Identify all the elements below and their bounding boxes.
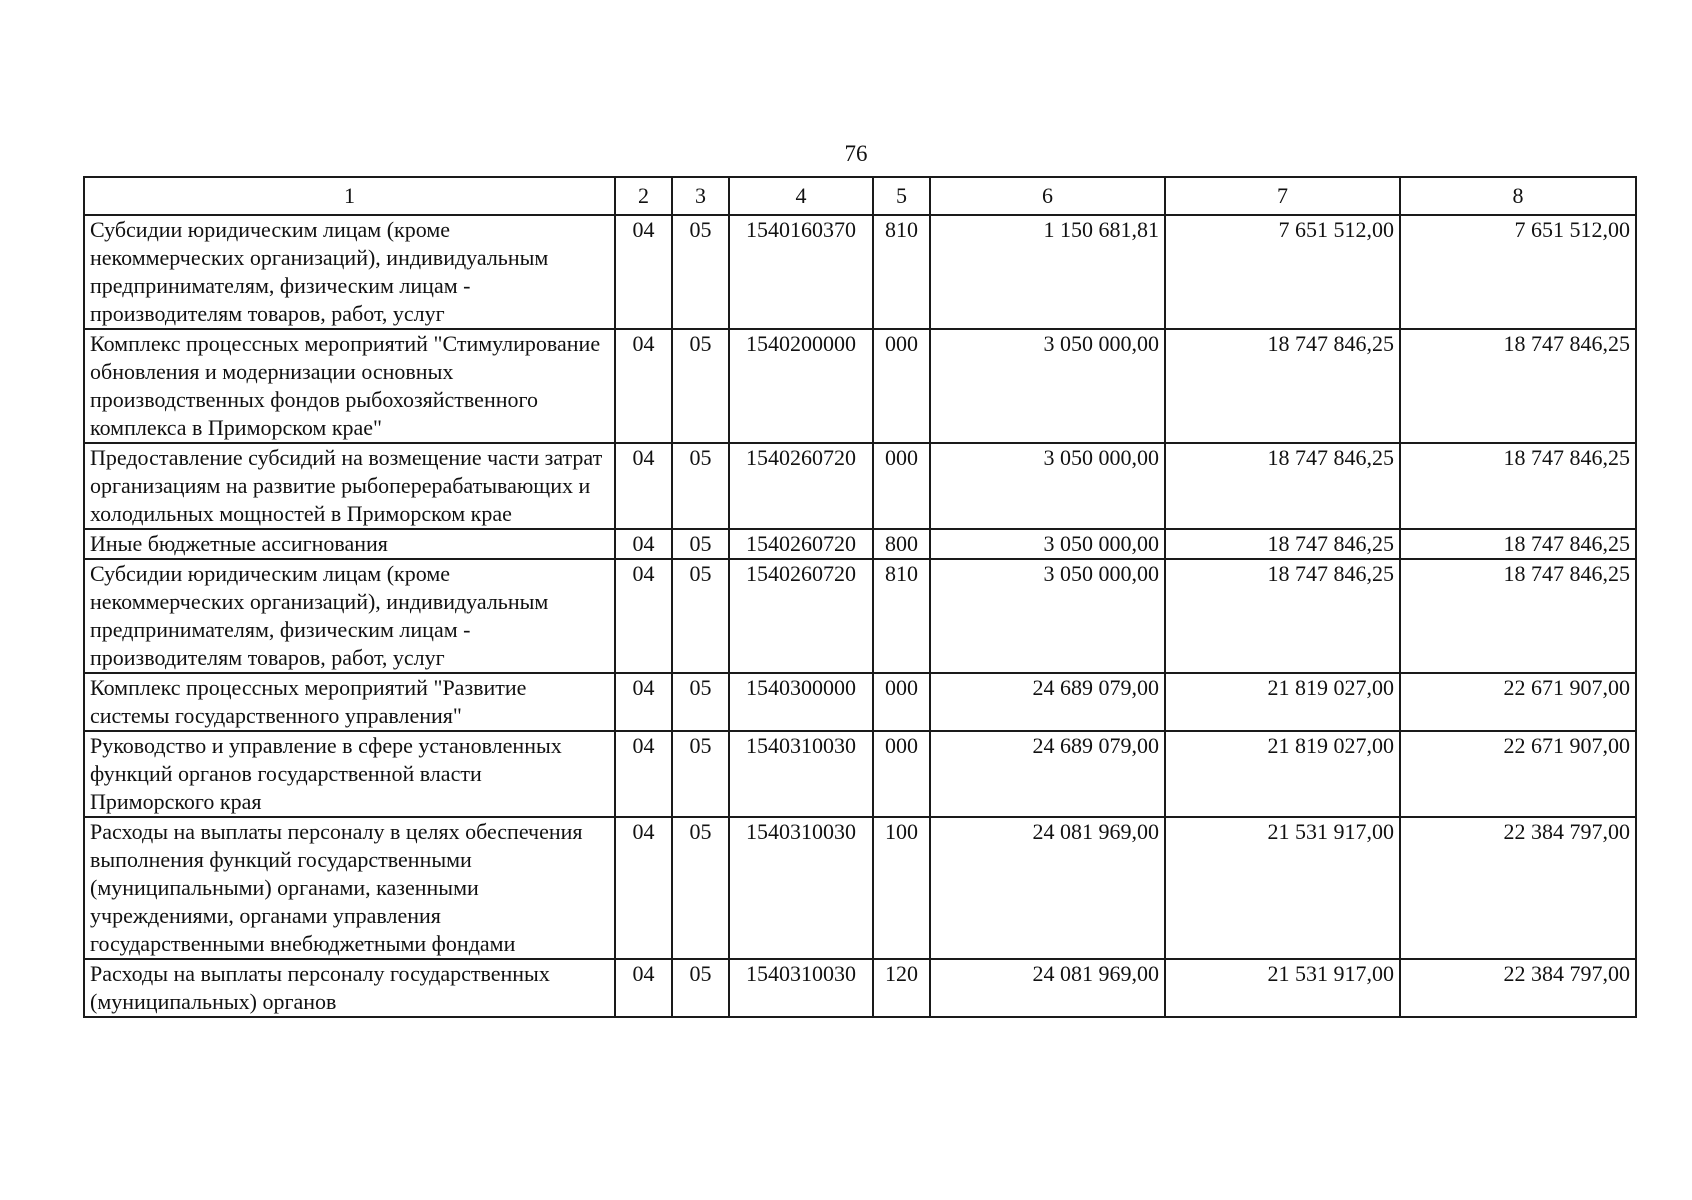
amount-col6: 3 050 000,00 <box>930 529 1165 559</box>
subsection-code: 05 <box>672 215 729 329</box>
subsection-code: 05 <box>672 959 729 1017</box>
amount-col6: 24 689 079,00 <box>930 673 1165 731</box>
target-article-code: 1540300000 <box>729 673 873 731</box>
amount-col7: 21 531 917,00 <box>1165 817 1400 959</box>
subsection-code: 05 <box>672 731 729 817</box>
amount-col8: 22 671 907,00 <box>1400 731 1636 817</box>
amount-col7: 18 747 846,25 <box>1165 529 1400 559</box>
subsection-code: 05 <box>672 673 729 731</box>
amount-col6: 1 150 681,81 <box>930 215 1165 329</box>
row-name: Расходы на выплаты персоналу в целях обеспечения выполнения функций государственными (муниципальными) органами, казенными учреждениями, органами управления государственными внебюджетными фондами <box>84 817 615 959</box>
table-row <box>84 329 1636 443</box>
amount-col7: 18 747 846,25 <box>1165 559 1400 673</box>
amount-col8: 18 747 846,25 <box>1400 529 1636 559</box>
subsection-code: 05 <box>672 529 729 559</box>
amount-col7: 21 819 027,00 <box>1165 673 1400 731</box>
section-code: 04 <box>615 329 672 443</box>
table-row <box>84 817 1636 959</box>
page-number: 76 <box>844 141 868 166</box>
target-article-code: 1540200000 <box>729 329 873 443</box>
row-name: Субсидии юридическим лицам (кроме некоммерческих организаций), индивидуальным предпринимателям, физическим лицам - производителям товаров, работ, услуг <box>84 559 615 673</box>
amount-col6: 3 050 000,00 <box>930 329 1165 443</box>
column-header: 6 <box>930 177 1165 215</box>
table-row <box>84 443 1636 529</box>
column-header: 4 <box>729 177 873 215</box>
table-row <box>84 559 1636 673</box>
column-header: 8 <box>1400 177 1636 215</box>
subsection-code: 05 <box>672 443 729 529</box>
expense-type-code: 100 <box>873 817 930 959</box>
row-name: Расходы на выплаты персоналу государственных (муниципальных) органов <box>84 959 615 1017</box>
amount-col6: 24 081 969,00 <box>930 959 1165 1017</box>
section-code: 04 <box>615 215 672 329</box>
amount-col6: 24 689 079,00 <box>930 731 1165 817</box>
target-article-code: 1540160370 <box>729 215 873 329</box>
expense-type-code: 000 <box>873 329 930 443</box>
expense-type-code: 000 <box>873 673 930 731</box>
row-name: Субсидии юридическим лицам (кроме некоммерческих организаций), индивидуальным предпринимателям, физическим лицам - производителям товаров, работ, услуг <box>84 215 615 329</box>
expense-type-code: 800 <box>873 529 930 559</box>
amount-col7: 21 819 027,00 <box>1165 731 1400 817</box>
section-code: 04 <box>615 443 672 529</box>
amount-col6: 3 050 000,00 <box>930 559 1165 673</box>
amount-col7: 7 651 512,00 <box>1165 215 1400 329</box>
target-article-code: 1540260720 <box>729 529 873 559</box>
amount-col6: 24 081 969,00 <box>930 817 1165 959</box>
section-code: 04 <box>615 673 672 731</box>
row-name: Предоставление субсидий на возмещение части затрат организациям на развитие рыбоперерабатывающих и холодильных мощностей в Приморском крае <box>84 443 615 529</box>
amount-col7: 18 747 846,25 <box>1165 329 1400 443</box>
amount-col8: 18 747 846,25 <box>1400 329 1636 443</box>
subsection-code: 05 <box>672 559 729 673</box>
amount-col8: 22 384 797,00 <box>1400 817 1636 959</box>
row-name: Иные бюджетные ассигнования <box>84 529 615 559</box>
table-row <box>84 959 1636 1017</box>
column-header: 2 <box>615 177 672 215</box>
amount-col8: 18 747 846,25 <box>1400 559 1636 673</box>
target-article-code: 1540310030 <box>729 959 873 1017</box>
expense-type-code: 000 <box>873 443 930 529</box>
expense-type-code: 120 <box>873 959 930 1017</box>
table-row <box>84 529 1636 559</box>
column-header: 3 <box>672 177 729 215</box>
row-name: Комплекс процессных мероприятий "Стимулирование обновления и модернизации основных производственных фондов рыбохозяйственного комплекса в Приморском крае" <box>84 329 615 443</box>
amount-col8: 22 671 907,00 <box>1400 673 1636 731</box>
section-code: 04 <box>615 959 672 1017</box>
amount-col8: 7 651 512,00 <box>1400 215 1636 329</box>
row-name: Комплекс процессных мероприятий "Развитие системы государственного управления" <box>84 673 615 731</box>
expense-type-code: 000 <box>873 731 930 817</box>
subsection-code: 05 <box>672 817 729 959</box>
amount-col6: 3 050 000,00 <box>930 443 1165 529</box>
column-header: 1 <box>84 177 615 215</box>
expense-type-code: 810 <box>873 215 930 329</box>
column-header: 7 <box>1165 177 1400 215</box>
amount-col7: 18 747 846,25 <box>1165 443 1400 529</box>
budget-table <box>83 176 1637 1018</box>
section-code: 04 <box>615 559 672 673</box>
header-row <box>84 177 1636 215</box>
section-code: 04 <box>615 529 672 559</box>
amount-col8: 22 384 797,00 <box>1400 959 1636 1017</box>
row-name: Руководство и управление в сфере установленных функций органов государственной власти Приморского края <box>84 731 615 817</box>
target-article-code: 1540310030 <box>729 817 873 959</box>
target-article-code: 1540260720 <box>729 443 873 529</box>
target-article-code: 1540260720 <box>729 559 873 673</box>
target-article-code: 1540310030 <box>729 731 873 817</box>
table-row <box>84 731 1636 817</box>
column-header: 5 <box>873 177 930 215</box>
amount-col8: 18 747 846,25 <box>1400 443 1636 529</box>
table-row <box>84 215 1636 329</box>
amount-col7: 21 531 917,00 <box>1165 959 1400 1017</box>
expense-type-code: 810 <box>873 559 930 673</box>
subsection-code: 05 <box>672 329 729 443</box>
section-code: 04 <box>615 731 672 817</box>
table-row <box>84 673 1636 731</box>
section-code: 04 <box>615 817 672 959</box>
